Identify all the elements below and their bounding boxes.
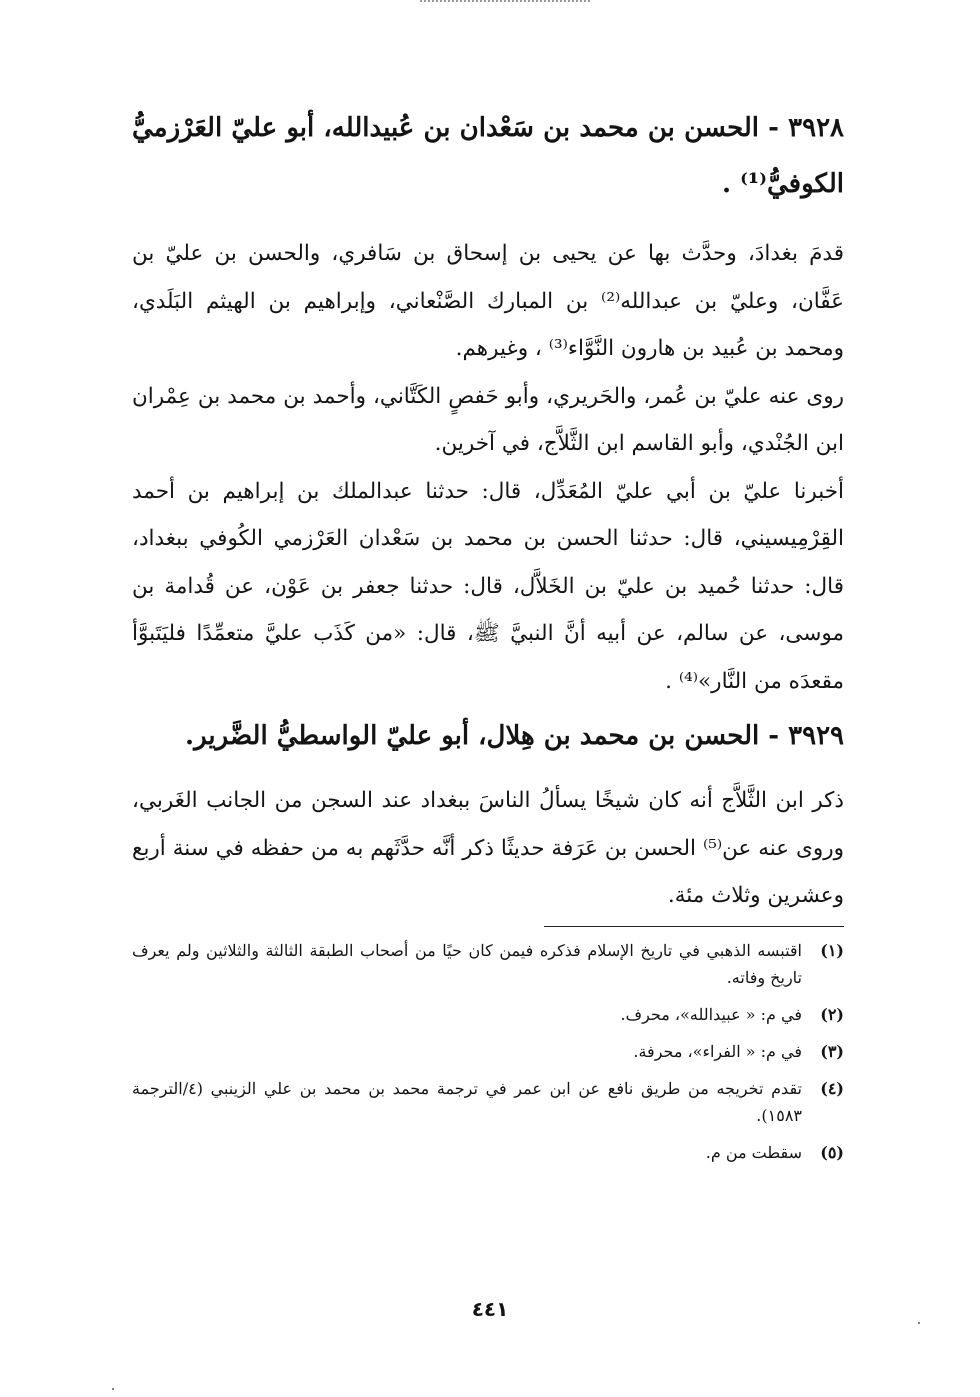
footnote — [132, 1038, 844, 1065]
footnote-number: (٥) — [820, 1142, 844, 1162]
entry-title-3929: ٣٩٢٩ - الحسن بن محمد بن هِلال، أبو عليّ الواسطيُّ الضَّرير. — [185, 721, 844, 751]
scan-speck — [918, 1322, 920, 1324]
header-marks — [420, 0, 590, 8]
paragraph: قدمَ بغدادَ، وحدَّث بها عن يحيى بن إسحاق بن سَافري، والحسن بن عليّ بن عَفَّان، وعليّ بن عبدالله⁽²⁾ بن المبارك الصَّنْعاني، وإبراهيم بن الهيثم البَلَدي، ومحمد بن عُبيد بن هارون النَّوَّاء⁽³⁾ ، وغيرهم. — [132, 241, 844, 361]
footnote-text: سقطت من م. — [705, 1142, 802, 1162]
paragraph: روى عنه عليّ بن عُمر، والحَريري، وأبو حَفصٍ الكَتَّاني، وأحمد بن محمد بن عِمْران ابن الجُنْدي، وأبو القاسم ابن الثَّلاَّج، في آخرين. — [132, 383, 844, 456]
footnote-number: (١) — [820, 940, 844, 960]
footnote-number: (٢) — [820, 1004, 844, 1024]
footnote — [132, 1139, 844, 1166]
footnote — [132, 1075, 844, 1129]
page-number: ٤٤١ — [471, 1297, 509, 1321]
paragraph: أخبرنا عليّ بن أبي عليّ المُعَدِّل، قال: حدثنا عبدالملك بن إبراهيم بن أحمد القِرْمِيسيني، قال: حدثنا الحسن بن محمد بن سَعْدان العَرْزمي الكُوفي ببغداد، قال: حدثنا حُميد بن عليّ بن الخَلاَّل، قال: حدثنا جعفر بن عَوْن، عن قُدامة بن موسى، عن سالم، عن أبيه أنَّ النبيَّ ﷺ، قال: «من كَذَب عليَّ متعمِّدًا فليَتَبوَّأ مقعدَه من النَّار»⁽⁴⁾ . — [132, 478, 844, 694]
main-text — [132, 100, 844, 1176]
scan-speck — [112, 1388, 114, 1390]
footnote-text: اقتبسه الذهبي في تاريخ الإسلام فذكره فيمن كان حيًا من أصحاب الطبقة الثالثة والثلاثين ولم يعرف تاريخ وفاته. — [132, 940, 803, 987]
footnote-text: في م: « الفراء»، محرفة. — [633, 1041, 802, 1061]
footnote-text: تقدم تخريجه من طريق نافع عن ابن عمر في ترجمة محمد بن محمد بن علي الزينبي (٤/الترجمة ١٥٨٣). — [132, 1078, 802, 1125]
footnote-number: (٣) — [820, 1041, 844, 1061]
footnote-text: في م: « عبيدالله»، محرف. — [620, 1004, 802, 1024]
entry-title-3928: ٣٩٢٨ - الحسن بن محمد بن سَعْدان بن عُبيدالله، أبو عليّ العَرْزميُّ الكوفيُّ⁽¹⁾ . — [132, 113, 844, 199]
footnote-number: (٤) — [820, 1078, 844, 1098]
paragraph: ذكر ابن الثَّلاَّج أنه كان شيخًا يسألُ الناسَ ببغداد عند السجن من الجانب الغَربي، وروى عنه عن⁽⁵⁾ الحسن بن عَرَفة حديثًا ذكر أنَّه حدَّثَهم به من حفظه في سنة أربع وعشرين وثلاث مئة. — [132, 788, 844, 908]
footnote — [132, 937, 844, 991]
footnote-divider — [544, 926, 844, 927]
footnote — [132, 1001, 844, 1028]
footnotes — [132, 937, 844, 1166]
